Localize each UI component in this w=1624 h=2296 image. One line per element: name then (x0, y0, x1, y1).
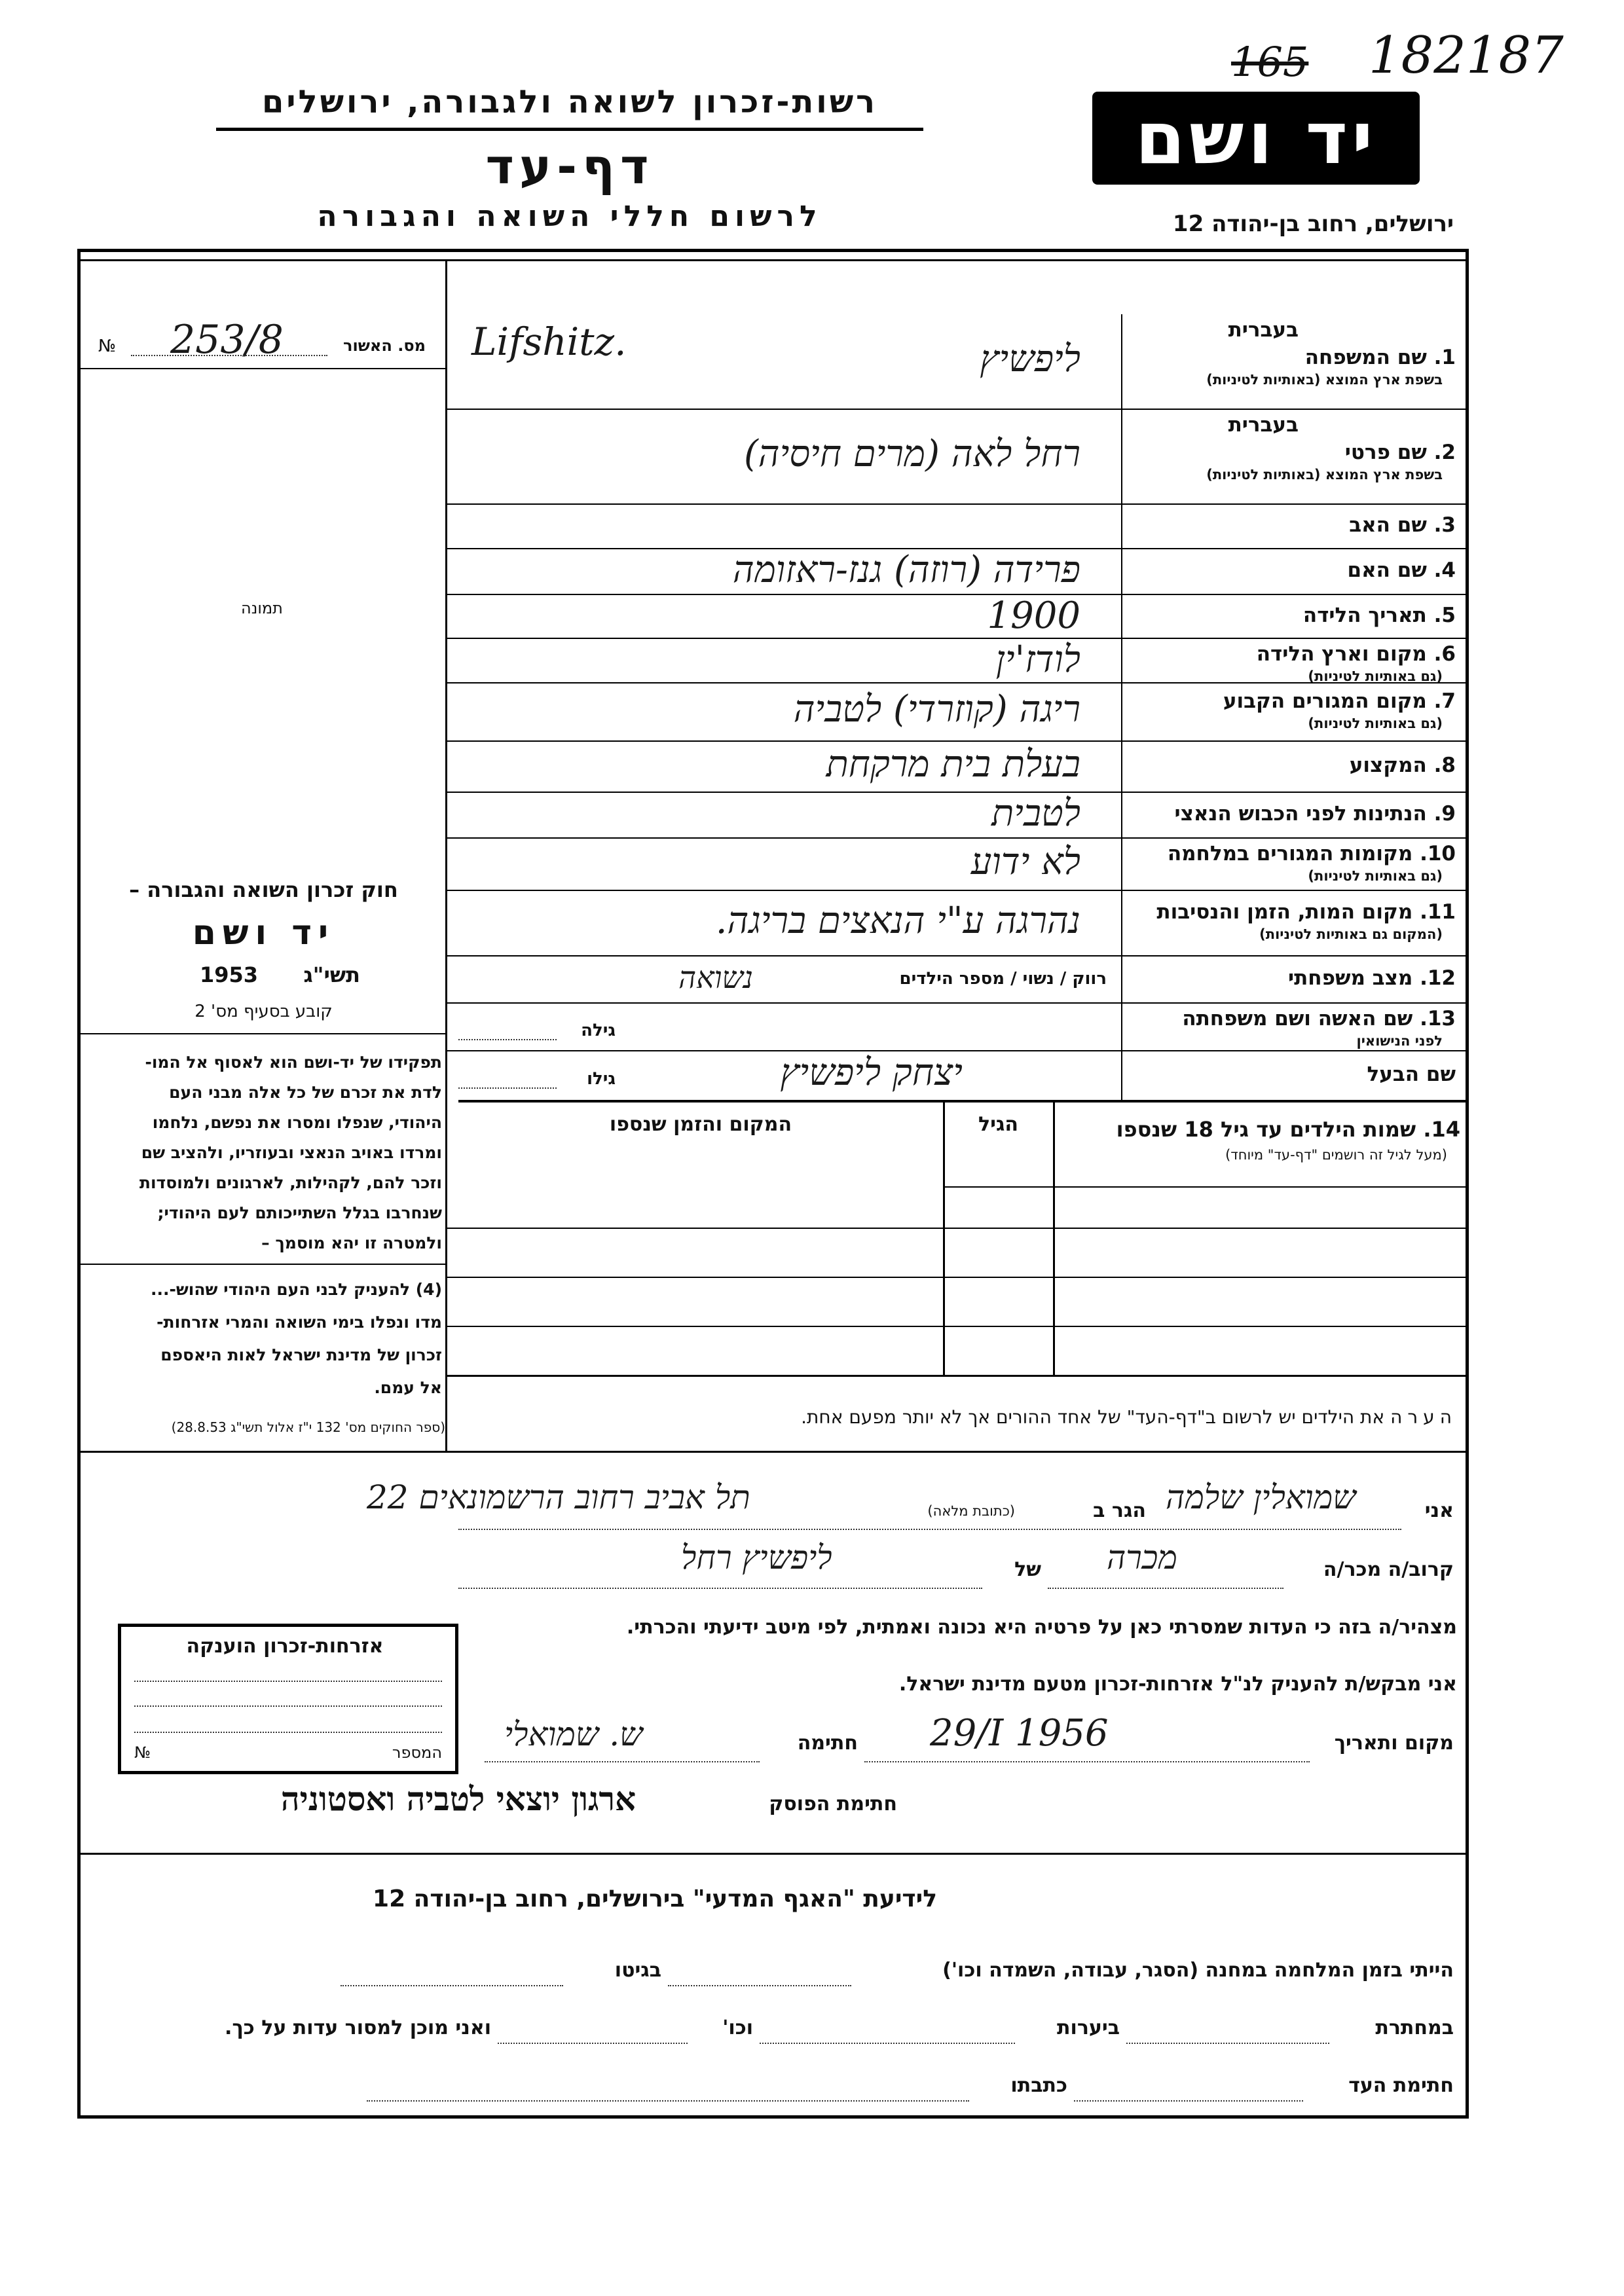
children-table-top (458, 1100, 1469, 1102)
field-value: 1900 (987, 594, 1080, 637)
citizenship-number-label: המספר (392, 1743, 442, 1762)
authority-name: רשות-זכרון לשואה ולגבורה, ירושלים (261, 84, 878, 120)
citizenship-box (118, 1624, 458, 1774)
law-text-1-line: היהודי, שנפלו ומסרו את נפשם, נלחמו (152, 1113, 442, 1132)
request-text: אני מבקש/ת להעניק לנ"ל אזרחות-זכרון מטעם מדינת ישראל. (898, 1673, 1457, 1696)
of-label: של (1014, 1558, 1041, 1581)
children-row-line-2 (445, 1277, 1469, 1278)
form-title: דף-עד (485, 139, 654, 195)
field-label-block (1125, 594, 1456, 638)
footer-line-1b: בגיטו (614, 1959, 661, 1982)
citizenship-title: אזרחות-זכרון הוענקה (186, 1635, 384, 1658)
footer-line-1a: הייתי בזמן המלחמה במחנה (הסגר, עבודה, השמדה וכו') (942, 1959, 1454, 1982)
field-value: יצחק ליפשיץ (780, 1051, 963, 1095)
witness-name: שמואלין שלמה (1166, 1478, 1356, 1516)
children-col-divider-1 (1053, 1100, 1055, 1375)
frame-top-double (77, 259, 1469, 261)
field-sublabel: בשפת ארץ המוצא (באותיות לטיניות) (1206, 372, 1443, 388)
children-table-bottom (445, 1375, 1469, 1377)
law-year: 1953 (200, 962, 259, 987)
children-row-line-3 (445, 1326, 1469, 1327)
law-reference: (ספר החוקים מס' 132 י"ז אלול תשי"ג 28.8.53) (171, 1419, 445, 1435)
field-value: לא ידוע (970, 840, 1080, 883)
field-label: 13. שם האשה ושם משפחתה (1182, 1007, 1456, 1030)
field-label-block (1125, 890, 1456, 956)
approval-label: מס. האשור (343, 337, 426, 355)
field-row-7 (445, 683, 1469, 741)
field-label-block (1125, 956, 1456, 1003)
signature-label: חתימה (797, 1732, 858, 1755)
logo-text: יד ושם (1135, 96, 1377, 180)
children-names-label: שמות הילדים עד גיל 18 שנספו (1116, 1117, 1416, 1142)
law-text-1-line: ולמטרה זו יהא מוסמך – (261, 1233, 442, 1252)
law-text-1-line: וזכר להם, לקהילות, לארגונים ולמוסדות (139, 1173, 442, 1192)
field-row-8 (445, 741, 1469, 792)
law-text-1-line: לדת את זכרם של כל אלה מבני העם (169, 1083, 442, 1102)
authority-underline (216, 128, 923, 131)
field-value: לטבית (991, 792, 1080, 835)
form-subtitle: לרשום חללי השואה והגבורה (317, 200, 822, 233)
footer-line-3a: חתימת העד (1348, 2074, 1454, 2097)
children-note (458, 1406, 1457, 1428)
approval-number-row (92, 317, 432, 363)
witness-resident-sub: (כתובת מלאה) (927, 1503, 1015, 1519)
field-label: 5. תאריך הלידה (1302, 603, 1456, 627)
footer-line-2a: במחתרת (1375, 2016, 1454, 2039)
field-age-label: גילו (587, 1068, 616, 1089)
law-separator (81, 1033, 445, 1034)
field-sublabel: בשפת ארץ המוצא (באותיות לטיניות) (1206, 467, 1443, 483)
witness-signature: ש. שמואלי (504, 1715, 643, 1753)
witness-bottom-line (81, 1853, 1469, 1855)
field-row-14 (445, 1051, 1469, 1100)
field-inline-sublabel: רווק / נשוי / מספר הילדים (899, 969, 1107, 989)
yad-vashem-logo (1092, 92, 1420, 185)
children-place-header: המקום והזמן שנספו (609, 1113, 792, 1136)
approval-separator (81, 368, 445, 369)
law-text-2-line: אל עמם. (374, 1378, 442, 1397)
footer-title: לידיעת "האגף המדעי" בירושלים, רחוב בן-יהודה 12 (373, 1886, 937, 1912)
relation-value: מכרה (1107, 1539, 1177, 1576)
field-label: 8. המקצוע (1349, 754, 1456, 777)
field-value: לודז'ין (995, 638, 1080, 681)
field-label-block (1125, 1003, 1456, 1051)
field-label: 12. מצב משפחתי (1287, 966, 1456, 990)
law-name: יד ושם (192, 913, 335, 953)
field-sublabel: (המקום גם באותיות לטיניות) (1259, 926, 1443, 942)
witness-address: תל אביב רחוב הרשמונאים 22 (367, 1478, 750, 1516)
approval-number-value: 253/8 (170, 317, 284, 363)
law-section: קובע בסעיף מס' 2 (194, 1002, 333, 1021)
children-header-line (943, 1186, 1469, 1188)
law-text-1 (85, 1048, 442, 1258)
field-age-label: גילה (581, 1020, 616, 1040)
officer-signature-label: חתימת הפוסק (769, 1793, 897, 1815)
field-value: נהרגה ע"י הנאצים בריגה. (715, 899, 1080, 942)
field-label-block (1125, 314, 1456, 409)
field-label: 3. שם האב (1349, 513, 1456, 537)
footer-line-3b: כתבתו (1010, 2074, 1067, 2097)
field-label-block (1125, 838, 1456, 890)
archive-number-crossed: 165 (1231, 38, 1309, 86)
field-label: 1. שם המשפחה (1304, 346, 1456, 369)
law-year-row (88, 962, 439, 991)
organization-stamp: ארגון יוצאי לטביה ואסטוניה (280, 1779, 637, 1818)
field-label: 4. שם האם (1347, 558, 1456, 582)
field-value: ליפשיץ (980, 338, 1080, 381)
children-table-number: 14. (1423, 1117, 1460, 1142)
field-hebrew-tag: בעברית (1228, 318, 1299, 342)
footer-line-2b: ביערות (1057, 2016, 1120, 2039)
header-address: ירושלים, רחוב בן-יהודה 12 (1172, 211, 1454, 237)
field-label-block (1125, 683, 1456, 741)
place-date-label: מקום ותאריך (1334, 1732, 1454, 1755)
field-row-5 (445, 594, 1469, 638)
law-text-2-line: זכרון של מדינת ישראל לאות היאספם (160, 1345, 442, 1364)
citizenship-number-prefix: № (134, 1743, 151, 1762)
field-row-1 (445, 314, 1469, 409)
children-age-header: הגיל (978, 1113, 1018, 1136)
personal-fields (445, 314, 1469, 1100)
witness-resident-label: הגר ב (1093, 1499, 1146, 1522)
field-sublabel: לפני הנישואין (1356, 1033, 1443, 1049)
field-label: 9. הנתינות לפני הכבוש הנאצי (1174, 802, 1456, 826)
law-text-1-line: שנחרבו בגלל השתייכותם לעם היהודי; (157, 1203, 442, 1222)
field-label-block (1125, 549, 1456, 594)
note-bottom-line (81, 1451, 1469, 1453)
field-value-latin: Lifshitz. (471, 319, 627, 364)
law-separator-2 (81, 1264, 445, 1265)
field-value: נשואה (678, 960, 753, 996)
of-value: ליפשיץ רחל (681, 1539, 832, 1576)
field-row-3 (445, 504, 1469, 549)
field-label: 10. מקומות המגורים במלחמה (1167, 842, 1456, 866)
field-row-13 (445, 1003, 1469, 1051)
field-label: 7. מקום המגורים הקבוע (1223, 689, 1456, 713)
field-row-10 (445, 838, 1469, 890)
field-value: פרידה (רוזה) גנז-ראזומה (732, 549, 1080, 591)
field-sublabel: (גם באותיות לטיניות) (1308, 715, 1443, 731)
field-label-block (1125, 1051, 1456, 1100)
law-title: חוק זכרון השואה והגבורה – (129, 877, 398, 902)
field-label: 11. מקום המות, הזמן והנסיבות (1156, 900, 1456, 924)
approval-prefix: № (98, 337, 117, 356)
field-label-block (1125, 741, 1456, 792)
field-value: רחל לאה (מרים חיסיה) (743, 433, 1080, 476)
field-label: שם הבעל (1367, 1062, 1456, 1086)
field-label-block (1125, 638, 1456, 683)
field-hebrew-tag: בעברית (1228, 413, 1299, 437)
field-row-12 (445, 956, 1469, 1003)
field-row-2 (445, 409, 1469, 504)
field-label-block (1125, 504, 1456, 549)
field-row-9 (445, 792, 1469, 838)
field-value: ריגה (קוזרדי) לטביה (793, 688, 1080, 731)
children-row-line-1 (445, 1228, 1469, 1229)
children-note-label: הערה (1390, 1406, 1457, 1428)
law-year-hebrew: תשי"ג (303, 962, 360, 987)
law-text-2-line: (4) להעניק לבני העם היהודי שהוש-... (150, 1280, 442, 1299)
children-col-divider-2 (943, 1100, 945, 1375)
field-label: 6. מקום וארץ הלידה (1256, 642, 1456, 666)
law-text-1-line: תפקידו של יד-ושם הוא לאסוף אל המו- (145, 1053, 442, 1072)
children-note-text: את הילדים יש לרשום ב"דף-העד" של אחד ההורים אך לא יותר מפעם אחת. (801, 1406, 1385, 1428)
witness-i-label: אני (1424, 1499, 1454, 1522)
children-names-header (1054, 1117, 1460, 1142)
field-row-6 (445, 638, 1469, 683)
law-text-1-line: ומרדו באויב הנאצי ובעוזריו, ולהציב שם (141, 1143, 442, 1162)
relation-label: קרוב/ה מכר/ה (1323, 1558, 1454, 1581)
field-sublabel: (גם באותיות לטיניות) (1308, 868, 1443, 884)
declaration-text: מצהיר/ה בזה כי העדות שמסרתי כאן על פרטיה היא נכונה ואמתית, לפי מיטב ידיעתי והכרתי. (626, 1616, 1457, 1639)
children-names-subheader: (מעל לגיל זה רושמים "דף-עד" מיוחד) (1225, 1147, 1447, 1163)
footer-line-2c: וכו' (722, 2016, 753, 2039)
field-label: 2. שם פרטי (1344, 441, 1456, 464)
field-row-11 (445, 890, 1469, 956)
law-text-2 (85, 1273, 442, 1404)
footer-line-2d: ואני מוכן למסור עדות על כך. (225, 2016, 491, 2039)
field-label-block (1125, 409, 1456, 504)
field-sublabel: (גם באותיות לטיניות) (1308, 668, 1443, 684)
field-row-4 (445, 549, 1469, 594)
field-value: בעלת בית מרקחת (826, 742, 1080, 786)
law-text-2-line: מדו ונפלו בימי השואה והמרי אזרחות- (157, 1313, 442, 1332)
archive-number: 182187 (1369, 26, 1564, 85)
field-label-block (1125, 792, 1456, 838)
photo-placeholder-label: תמונה (241, 599, 283, 617)
declaration-date: 29/I 1956 (930, 1712, 1109, 1755)
